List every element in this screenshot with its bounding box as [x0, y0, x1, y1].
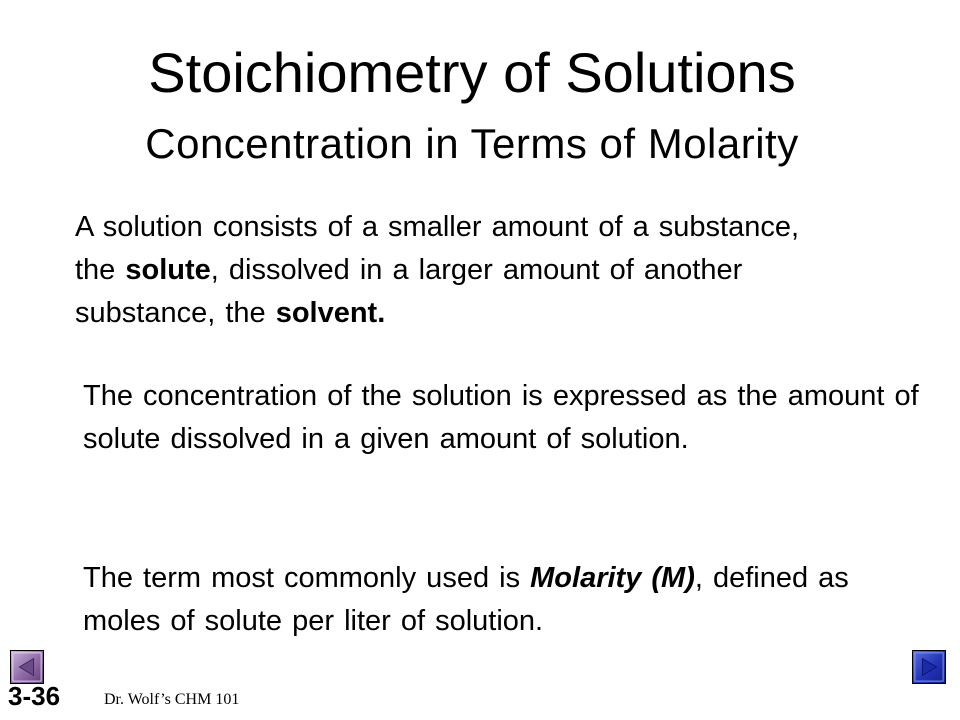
footer-credit: Dr. Wolf’s CHM 101: [104, 691, 240, 708]
slide-subtitle: Concentration in Terms of Molarity: [145, 120, 799, 167]
triangle-left-icon: [11, 651, 43, 683]
concentration-paragraph: The concentration of the solution is expressed as the amount of solute dissolved in a given amount of solution.: [83, 380, 919, 455]
molarity-term: Molarity (M): [530, 562, 695, 594]
solvent-term: solvent.: [275, 297, 386, 329]
previous-slide-button[interactable]: [10, 650, 44, 684]
molarity-paragraph: [83, 557, 923, 643]
paragraph-text: , defined as moles of solute per liter of solution.: [83, 562, 849, 637]
paragraph-text: , dissolved in a larger amount of another substance, the: [75, 254, 743, 329]
slide-number: 3-36: [8, 681, 61, 711]
paragraph-text: The term most commonly used is: [83, 562, 531, 594]
triangle-right-icon: [913, 651, 945, 683]
slide-title: Stoichiometry of Solutions: [148, 41, 796, 104]
next-slide-button[interactable]: [912, 650, 946, 684]
solute-term: solute: [125, 254, 211, 286]
paragraph-text: A solution consists of a smaller amount of a substance, the: [75, 211, 800, 286]
solution-definition-paragraph: [75, 206, 835, 335]
